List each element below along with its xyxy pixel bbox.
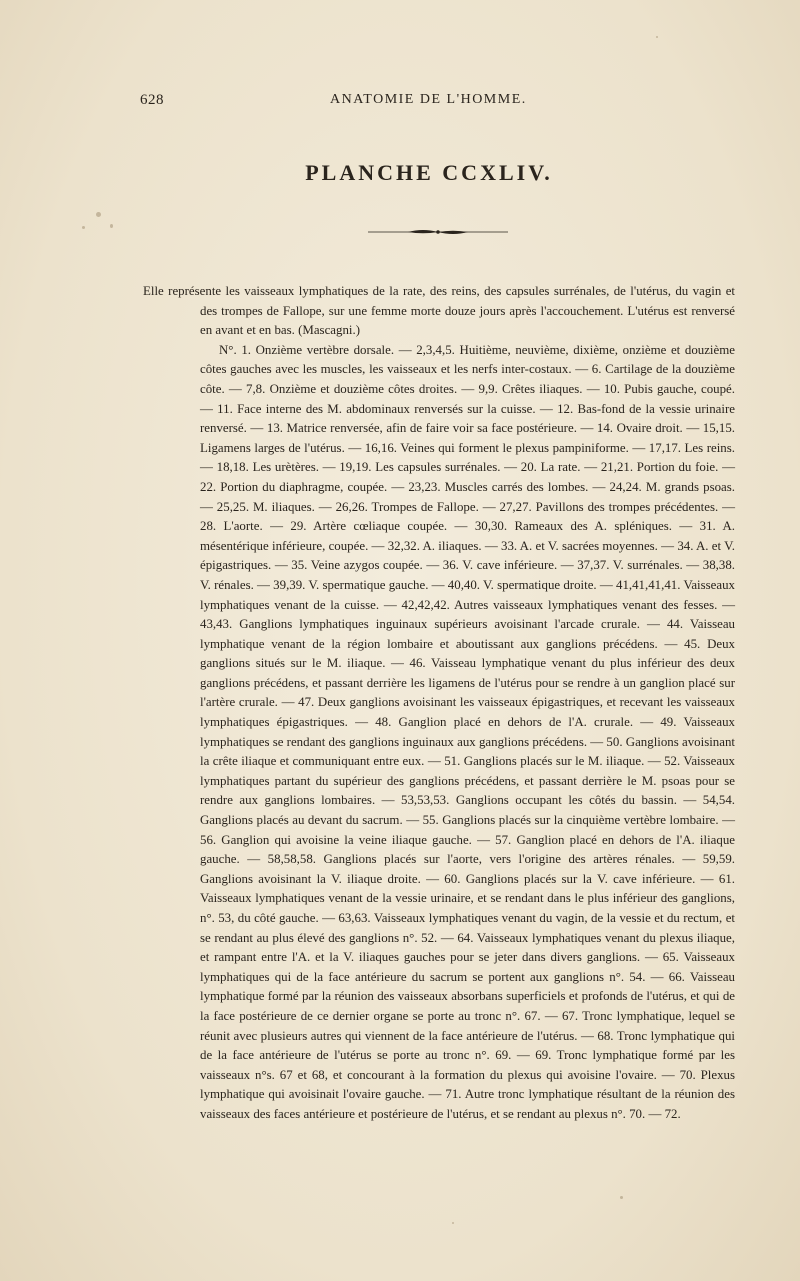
intro-paragraph: Elle représente les vaisseaux lymphatiques de la rate, des reins, des capsules surrénales, de l'utérus, du vagin et des trompes de Fallope, sur une femme morte douze jours après l'accouchement. L'utérus est renversé en avant et en bas. (Mascagni.) xyxy=(143,284,735,338)
legend-paragraph: N°. 1. Onzième vertèbre dorsale. — 2,3,4,5. Huitième, neuvième, dixième, onzième et douzième côtes gauches avec les muscles, les vaisseaux et les nerfs inter-costaux. — 6. Cartilage de la douzième côte. — 7,8. Onzième et douzième côtes droites. — 9,9. Crêtes iliaques. — 10. Pubis gauche, coupé. — 11. Face interne des M. abdominaux renversés sur la cuisse. — 12. Bas-fond de la vessie urinaire renversé. — 13. Matrice renversée, afin de faire voir sa face postérieure. — 14. Ovaire droit. — 15,15. Ligamens larges de l'utérus. — 16,16. Veines qui forment le plexus pampiniforme. — 17,17. Les reins. — 18,18. Les urètères. — 19,19. Les capsules surrénales. — 20. La rate. — 21,21. Portion du foie. — 22. Portion du diaphragme, coupée. — 23,23. Muscles carrés des lombes. — 24,24. M. grands psoas. — 25,25. M. iliaques. — 26,26. Trompes de Fallope. — 27,27. Pavillons des trompes précédentes. — 28. L'aorte. — 29. Artère cœliaque coupée. — 30,30. Rameaux des A. spléniques. — 31. A. mésentérique inférieure, coupée. — 32,32. A. iliaques. — 33. A. et V. sacrées moyennes. — 34. A. et V. épigastriques. — 35. Veine azygos coupée. — 36. V. cave inférieure. — 37,37. V. surrénales. — 38,38. V. rénales. — 39,39. V. spermatique gauche. — 40,40. V. spermatique droite. — 41,41,41,41. Vaisseaux lymphatiques venant de la cuisse. — 42,42,42. Autres vaisseaux lymphatiques venant des fesses. — 43,43. Ganglions lymphatiques inguinaux supérieurs avoisinant l'arcade crurale. — 44. Vaisseau lymphatique venant de la région lombaire et aboutissant aux ganglions précédens. — 45. Deux ganglions situés sur le M. iliaque. — 46. Vaisseau lymphatique venant du plus inférieur des deux ganglions précédens, et passant derrière les ligamens de l'utérus pour se rendre à un ganglion placé sur l'artère crurale. — 47. Deux ganglions avoisinant les vaisseaux épigastriques, et recevant les vaisseaux lymphatiques épigastriques. — 48. Ganglion placé en dehors de l'A. crurale. — 49. Vaisseaux lymphatiques se rendant des ganglions inguinaux aux ganglions précédens. — 50. Ganglions avoisinant la crête iliaque et communiquant entre eux. — 51. Ganglions placés sur le M. iliaque. — 52. Vaisseaux lymphatiques partant du supérieur des ganglions précédens, et passant derrière le M. psoas pour se rendre aux ganglions lombaires. — 53,53,53. Ganglions occupant les côtés du bassin. — 54,54. Ganglions placés au devant du sacrum. — 55. Ganglions placés sur la cinquième vertèbre lombaire. — 56. Ganglion qui avoisine la veine iliaque gauche. — 57. Ganglion placé en dehors de l'A. iliaque gauche. — 58,58,58. Ganglions placés sur l'aorte, vers l'origine des artères rénales. — 59,59. Ganglions avoisinant la V. iliaque droite. — 60. Ganglions placés sur la V. cave inférieure. — 61. Vaisseaux lymphatiques venant de la vessie urinaire, et se rendant dans le plus inférieur des ganglions, n°. 53, du côté gauche. — 63,63. Vaisseaux lymphatiques venant du vagin, de la vessie et du rectum, et se rendant au plus élevé des ganglions n°. 52. — 64. Vaisseaux lymphatiques venant du plexus iliaque, et rampant entre l'A. et la V. iliaques gauches pour se jeter dans divers ganglions. — 65. Vaisseaux lymphatiques qui de la face antérieure du sacrum se portent aux ganglions n°. 54. — 66. Vaisseau lymphatique formé par la réunion des vaisseaux absorbans superficiels et profonds de l'utérus, et qui de la face postérieure de ce dernier organe se porte au tronc n°. 67. — 67. Tronc lymphatique, lequel se réunit avec plusieurs autres qui viennent de la face antérieure de l'utérus. — 68. Tronc lymphatique qui de la face antérieure de l'utérus se porte au tronc n°. 69. — 69. Tronc lymphatique formé par les vaisseaux n°s. 67 et 68, et concourant à la formation du plexus qui avoisine l'ovaire. — 70. Plexus lymphatique qui avoisinait l'ovaire gauche. — 71. Autre tronc lymphatique résultant de la réunion des vaisseaux des faces antérieure et postérieure de l'utérus, et se rendant au plexus n°. 70. — 72. xyxy=(200,342,735,1121)
running-title: ANATOMIE DE L'HOMME. xyxy=(330,92,527,107)
ornament-rule-icon xyxy=(368,228,508,236)
text-body xyxy=(143,282,735,1125)
plate-title: PLANCHE CCXLIV. xyxy=(305,160,553,185)
page-header xyxy=(140,92,740,112)
page-number: 628 xyxy=(140,92,164,108)
